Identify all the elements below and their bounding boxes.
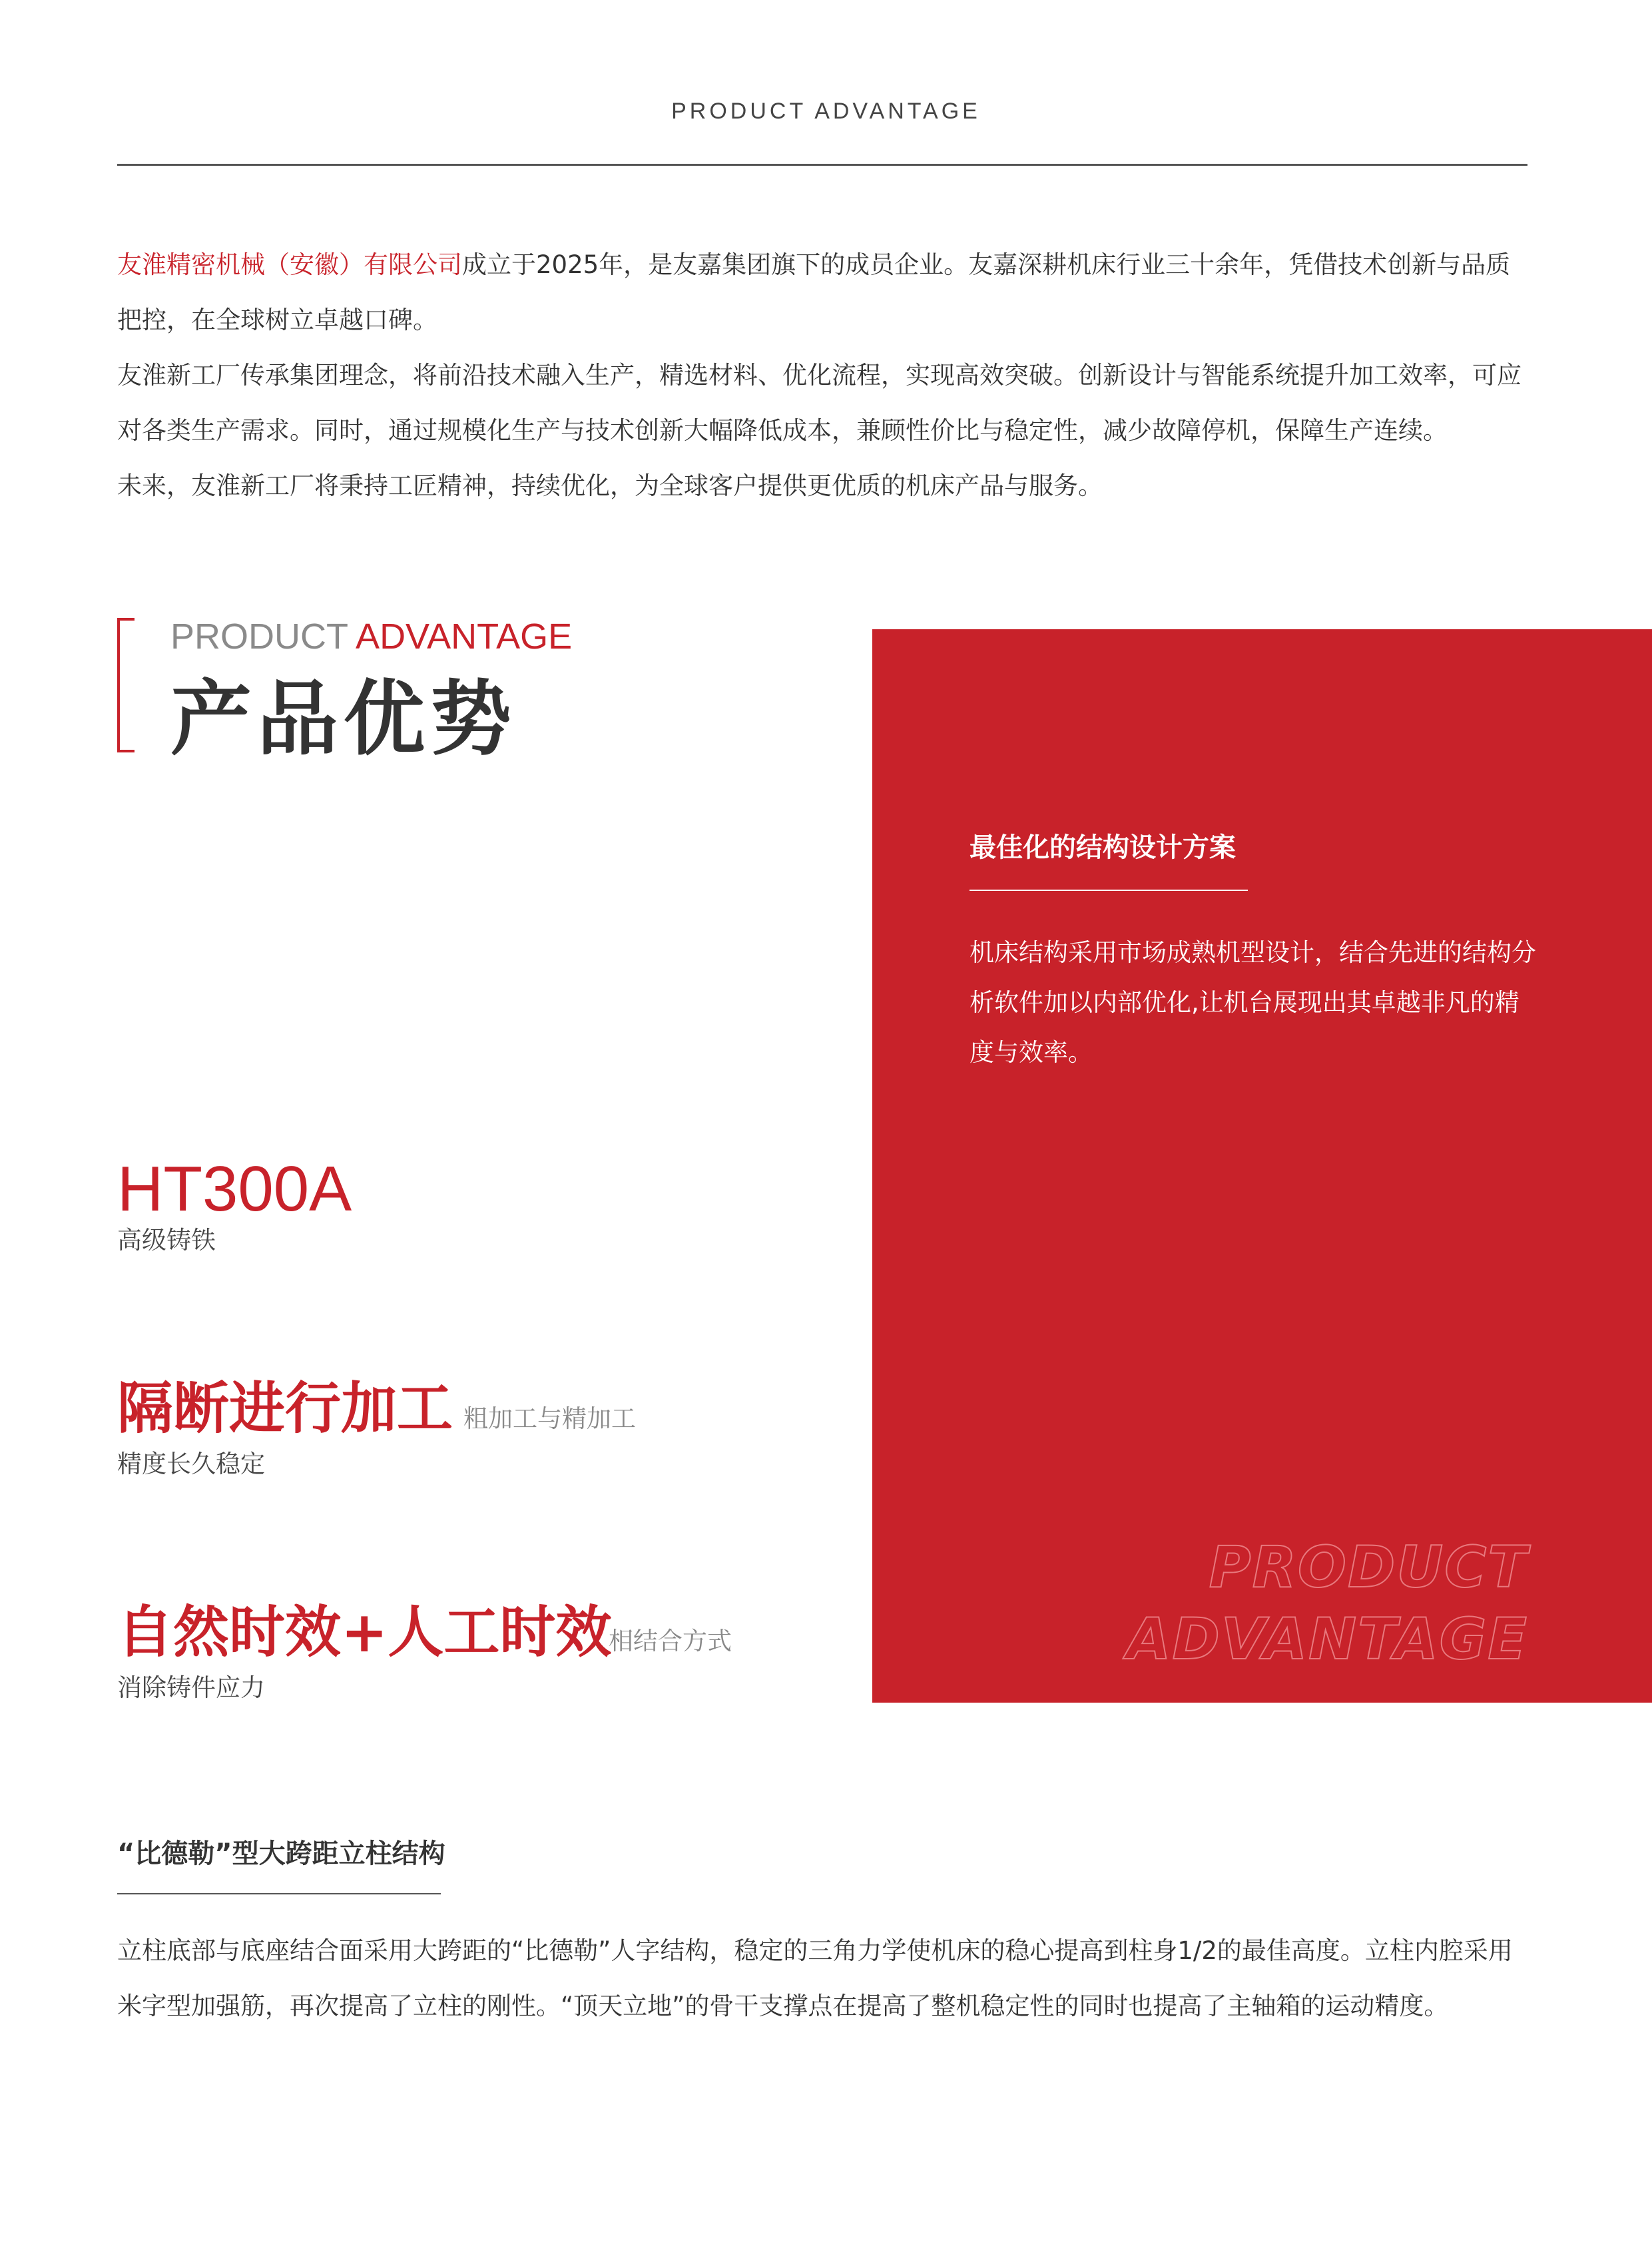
section-subtitle-en-part2: ADVANTAGE xyxy=(356,617,573,657)
section-subtitle-en xyxy=(170,615,572,658)
panel-watermark-line-2: ADVANTAGE xyxy=(1126,1606,1528,1673)
intro-paragraph-2: 友淮新工厂传承集团理念，将前沿技术融入生产，精选材料、优化流程，实现高效突破。创新设计与智能系统提升加工效率，可应对各类生产需求。同时，通过规模化生产与技术创新大幅降低成本，兼顾性价比与稳定性，减少故障停机，保障生产连续。 xyxy=(117,361,1521,445)
feature-2-title: 隔断进行加工 xyxy=(117,1376,453,1441)
panel-title-divider xyxy=(969,890,1248,891)
intro-paragraph-1 xyxy=(117,237,1527,348)
section-title: 产品优势 xyxy=(170,672,517,766)
page-header-label: PRODUCT ADVANTAGE xyxy=(671,99,981,124)
feature-1-subtitle: 高级铸铁 xyxy=(117,1226,216,1255)
feature-3-aside: 相结合方式 xyxy=(609,1627,732,1655)
intro-paragraph-1-text: 成立于2025年，是友嘉集团旗下的成员企业。友嘉深耕机床行业三十余年，凭借技术创新与品质把控，在全球树立卓越口碑。 xyxy=(117,250,1511,334)
structure-title-divider xyxy=(117,1893,441,1894)
panel-watermark-line-1: PRODUCT xyxy=(1209,1534,1528,1601)
company-name: 友淮精密机械（安徽）有限公司 xyxy=(117,250,462,279)
header-divider xyxy=(117,164,1527,166)
feature-3-title: 自然时效+人工时效 xyxy=(117,1599,612,1665)
feature-1-title: HT300A xyxy=(117,1153,352,1225)
feature-2-subtitle: 精度长久稳定 xyxy=(117,1450,265,1478)
panel-title: 最佳化的结构设计方案 xyxy=(969,832,1236,863)
intro-paragraph-3: 未来，友淮新工厂将秉持工匠精神，持续优化，为全球客户提供更优质的机床产品与服务。 xyxy=(117,471,1103,500)
feature-3-subtitle: 消除铸件应力 xyxy=(117,1673,265,1702)
feature-2-aside: 粗加工与精加工 xyxy=(463,1404,636,1433)
structure-description: 立柱底部与底座结合面采用大跨距的“比德勒”人字结构，稳定的三角力学使机床的稳心提高到柱身1/2的最佳高度。立柱内腔采用米字型加强筋，再次提高了立柱的刚性。“顶天立地”的骨干支撑点在提高了整机稳定性的同时也提高了主轴箱的运动精度。 xyxy=(117,1936,1513,2020)
intro-text xyxy=(117,237,1527,513)
panel-watermark-text xyxy=(1127,1532,1528,1675)
section-bracket-decoration xyxy=(117,618,135,752)
panel-description: 机床结构采用市场成熟机型设计，结合先进的结构分析软件加以内部优化,让机台展现出其卓越非凡的精度与效率。 xyxy=(969,938,1536,1067)
structure-title: “比德勒”型大跨距立柱结构 xyxy=(117,1838,445,1869)
section-subtitle-en-part1: PRODUCT xyxy=(170,617,356,657)
